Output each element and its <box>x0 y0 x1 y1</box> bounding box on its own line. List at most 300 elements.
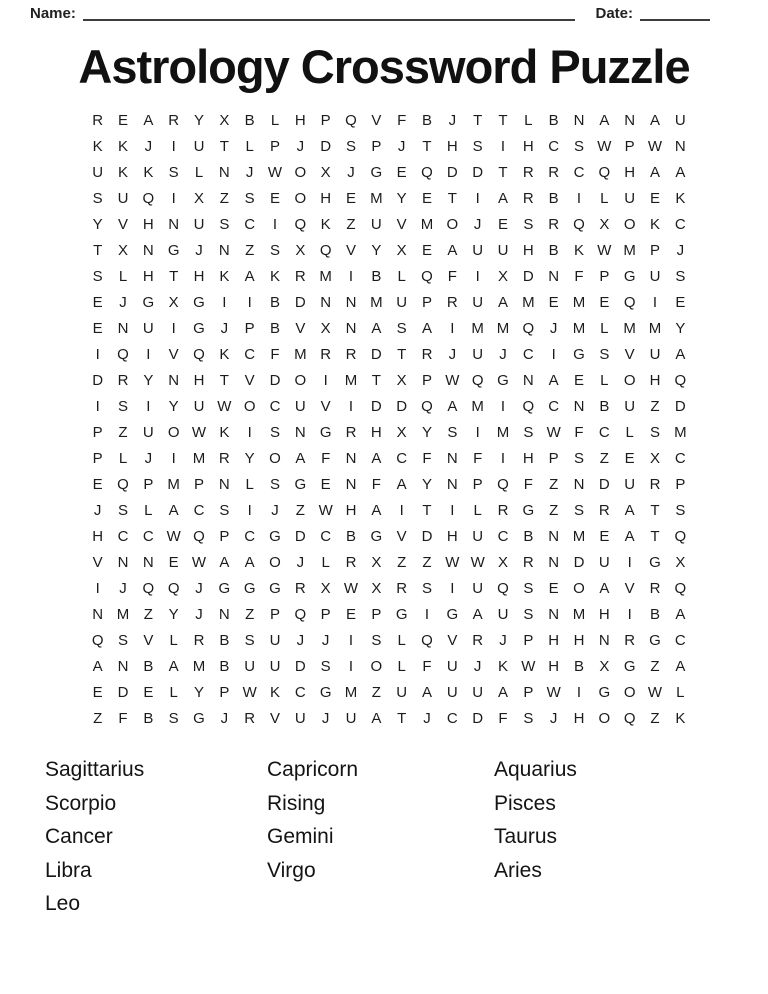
grid-letter-cell: P <box>649 241 660 259</box>
grid-letter-cell: H <box>573 631 585 649</box>
grid-letter-cell: Q <box>117 475 129 493</box>
grid-letter-cell: K <box>143 163 154 181</box>
grid-letter-cell: S <box>523 579 534 597</box>
grid-letter-cell: J <box>321 709 330 727</box>
grid-letter-cell: I <box>95 345 100 363</box>
grid-letter-cell: N <box>218 475 230 493</box>
grid-letter-cell: E <box>143 683 154 701</box>
grid-letter-cell: E <box>269 189 280 207</box>
grid-letter-cell: K <box>269 267 280 285</box>
grid-letter-cell: Q <box>142 189 155 207</box>
grid-letter-cell: C <box>548 397 560 415</box>
grid-letter-cell: Q <box>319 241 332 259</box>
grid-letter-cell: S <box>117 501 128 519</box>
grid-letter-cell: D <box>320 137 332 155</box>
grid-letter-cell: Q <box>471 371 484 389</box>
grid-letter-cell: P <box>548 449 559 467</box>
grid-letter-cell: E <box>421 241 432 259</box>
grid-letter-cell: H <box>522 241 534 259</box>
grid-letter-cell: X <box>599 657 610 675</box>
grid-letter-cell: H <box>142 267 154 285</box>
grid-letter-cell: Y <box>421 423 432 441</box>
grid-letter-cell: S <box>396 319 407 337</box>
grid-letter-cell: K <box>675 709 686 727</box>
grid-letter-cell: R <box>598 501 610 519</box>
grid-letter-cell: C <box>320 527 332 545</box>
grid-letter-cell: I <box>627 605 632 623</box>
grid-letter-cell: U <box>472 683 484 701</box>
grid-letter-cell: O <box>623 215 636 233</box>
header <box>0 0 768 22</box>
grid-letter-cell: X <box>320 163 331 181</box>
grid-letter-cell: A <box>599 579 610 597</box>
grid-letter-cell: I <box>146 345 151 363</box>
word-list-item: Libra <box>45 858 92 882</box>
grid-letter-cell: M <box>344 683 358 701</box>
grid-letter-cell: B <box>548 241 559 259</box>
grid-letter-cell: C <box>573 163 585 181</box>
grid-letter-cell: M <box>370 189 383 207</box>
grid-letter-cell: E <box>117 111 128 129</box>
grid-letter-cell: Q <box>623 709 636 727</box>
grid-letter-cell: O <box>446 215 459 233</box>
grid-letter-cell: D <box>396 397 408 415</box>
grid-letter-cell: J <box>245 163 254 181</box>
grid-letter-cell: Q <box>522 397 535 415</box>
grid-letter-cell: Z <box>599 449 609 467</box>
grid-letter-cell: E <box>421 189 432 207</box>
grid-letter-cell: P <box>320 111 331 129</box>
grid-letter-cell: F <box>321 449 331 467</box>
grid-letter-cell: T <box>650 527 660 545</box>
grid-letter-cell: P <box>523 683 534 701</box>
grid-letter-cell: A <box>219 553 230 571</box>
grid-letter-cell: S <box>472 137 483 155</box>
grid-letter-cell: S <box>421 579 432 597</box>
grid-letter-cell: B <box>219 631 230 649</box>
grid-letter-cell: S <box>523 215 534 233</box>
grid-letter-cell: S <box>599 345 610 363</box>
grid-letter-cell: J <box>347 163 355 181</box>
word-list-column <box>267 753 494 921</box>
grid-letter-cell: S <box>675 267 686 285</box>
word-list-item: Aquarius <box>494 758 577 781</box>
grid-letter-cell: B <box>269 319 280 337</box>
grid-letter-cell: I <box>652 293 658 311</box>
grid-letter-cell: V <box>396 215 407 233</box>
grid-letter-cell: N <box>345 475 357 493</box>
grid-letter-cell: A <box>497 683 508 701</box>
grid-letter-cell: G <box>269 527 281 545</box>
grid-letter-cell: P <box>269 137 280 155</box>
grid-letter-cell: C <box>193 501 205 519</box>
grid-letter-cell: O <box>623 683 636 701</box>
grid-letter-cell: I <box>247 423 252 441</box>
grid-letter-cell: C <box>142 527 154 545</box>
grid-letter-cell: N <box>674 137 686 155</box>
grid-letter-cell: I <box>500 449 506 467</box>
grid-letter-cell: Z <box>295 501 305 519</box>
grid-letter-cell: N <box>345 319 357 337</box>
grid-letter-cell: H <box>522 449 534 467</box>
word-list-item: Rising <box>267 791 326 815</box>
grid-letter-cell: J <box>499 345 507 363</box>
grid-letter-cell: F <box>473 449 483 467</box>
date-fill-in-line[interactable] <box>640 6 710 21</box>
grid-letter-cell: N <box>446 475 458 493</box>
grid-letter-cell: M <box>116 605 130 623</box>
grid-letter-cell: S <box>371 631 382 649</box>
grid-letter-cell: X <box>371 553 382 571</box>
grid-letter-cell: Y <box>168 605 179 623</box>
grid-letter-cell: N <box>548 605 560 623</box>
grid-letter-cell: L <box>270 111 280 129</box>
grid-letter-cell: C <box>598 423 610 441</box>
grid-letter-cell: J <box>549 709 558 727</box>
grid-letter-cell: A <box>649 163 660 181</box>
grid-letter-cell: Z <box>245 241 255 259</box>
grid-letter-cell: C <box>294 683 306 701</box>
grid-letter-cell: E <box>573 371 584 389</box>
grid-letter-cell: E <box>345 189 356 207</box>
grid-letter-cell: S <box>675 501 686 519</box>
grid-letter-cell: I <box>450 501 455 519</box>
grid-letter-cell: U <box>92 163 104 181</box>
grid-letter-cell: D <box>421 527 433 545</box>
grid-letter-cell: Y <box>371 241 382 259</box>
grid-letter-cell: H <box>649 371 661 389</box>
grid-letter-cell: D <box>674 397 686 415</box>
grid-letter-cell: T <box>397 345 407 363</box>
grid-letter-cell: S <box>244 631 255 649</box>
grid-letter-cell: D <box>472 709 484 727</box>
grid-letter-cell: A <box>447 397 458 415</box>
grid-letter-cell: T <box>498 111 508 129</box>
word-list <box>45 753 768 921</box>
grid-letter-cell: Y <box>193 683 204 701</box>
grid-letter-cell: Y <box>421 475 432 493</box>
grid-letter-cell: N <box>548 527 560 545</box>
grid-letter-cell: R <box>92 111 104 129</box>
grid-letter-cell: I <box>475 423 480 441</box>
grid-letter-cell: S <box>649 423 660 441</box>
grid-letter-cell: Y <box>396 189 407 207</box>
grid-letter-cell: H <box>370 423 382 441</box>
grid-letter-cell: S <box>92 189 103 207</box>
grid-letter-cell: S <box>573 449 584 467</box>
grid-letter-cell: I <box>348 397 354 415</box>
grid-letter-cell: W <box>343 579 359 597</box>
grid-letter-cell: B <box>345 527 356 545</box>
grid-letter-cell: N <box>345 449 357 467</box>
grid-letter-cell: W <box>546 683 561 701</box>
grid-letter-cell: E <box>168 553 179 571</box>
word-search-grid <box>85 107 693 731</box>
word-list-item: Leo <box>45 892 81 916</box>
grid-letter-cell: X <box>168 293 179 311</box>
grid-letter-cell: D <box>294 657 306 675</box>
grid-letter-cell: O <box>370 657 383 675</box>
grid-letter-cell: J <box>144 137 153 155</box>
grid-letter-cell: A <box>472 605 483 623</box>
grid-letter-cell: V <box>244 371 255 389</box>
grid-letter-cell: H <box>548 631 560 649</box>
grid-letter-cell: I <box>475 189 480 207</box>
grid-letter-cell: U <box>294 709 306 727</box>
grid-letter-cell: T <box>397 709 407 727</box>
grid-letter-cell: I <box>399 501 404 519</box>
word-list-item: Cancer <box>45 825 113 849</box>
grid-letter-cell: A <box>371 709 382 727</box>
grid-letter-cell: U <box>142 319 154 337</box>
grid-letter-cell: V <box>143 631 154 649</box>
grid-letter-cell: N <box>168 215 180 233</box>
grid-letter-cell: C <box>117 527 129 545</box>
grid-letter-cell: S <box>345 137 356 155</box>
grid-letter-cell: W <box>242 683 257 701</box>
grid-letter-cell: I <box>272 215 278 233</box>
grid-letter-cell: Y <box>143 371 154 389</box>
grid-letter-cell: Q <box>142 579 155 597</box>
grid-letter-cell: Q <box>294 605 307 623</box>
grid-letter-cell: T <box>93 241 103 259</box>
grid-letter-cell: Q <box>674 371 687 389</box>
grid-letter-cell: Z <box>346 215 356 233</box>
grid-letter-cell: N <box>117 553 129 571</box>
grid-letter-cell: Q <box>674 527 687 545</box>
grid-letter-cell: V <box>624 345 635 363</box>
grid-letter-cell: B <box>548 111 559 129</box>
grid-letter-cell: Z <box>549 501 559 519</box>
grid-letter-cell: U <box>624 397 636 415</box>
grid-letter-cell: G <box>294 475 307 493</box>
grid-letter-cell: O <box>623 371 636 389</box>
grid-letter-cell: I <box>171 319 176 337</box>
grid-letter-cell: Q <box>193 527 205 545</box>
grid-letter-cell: X <box>396 423 407 441</box>
grid-letter-cell: P <box>371 605 382 623</box>
grid-letter-cell: T <box>219 137 229 155</box>
grid-letter-cell: P <box>523 631 534 649</box>
grid-letter-cell: A <box>168 657 179 675</box>
grid-letter-cell: C <box>497 527 509 545</box>
grid-letter-cell: M <box>572 527 586 545</box>
grid-letter-cell: I <box>500 397 506 415</box>
grid-letter-cell: D <box>92 371 104 389</box>
grid-letter-cell: P <box>675 475 686 493</box>
grid-letter-cell: G <box>598 683 611 701</box>
grid-letter-cell: Z <box>650 657 660 675</box>
grid-letter-cell: L <box>245 137 254 155</box>
grid-letter-cell: G <box>446 605 459 623</box>
grid-letter-cell: C <box>244 215 256 233</box>
grid-letter-cell: K <box>219 423 230 441</box>
grid-letter-cell: J <box>271 501 279 519</box>
grid-letter-cell: S <box>92 267 103 285</box>
grid-letter-cell: M <box>319 267 332 285</box>
grid-letter-cell: Z <box>650 709 660 727</box>
grid-letter-cell: I <box>576 189 582 207</box>
grid-letter-cell: B <box>599 397 610 415</box>
grid-letter-cell: S <box>320 657 331 675</box>
grid-letter-cell: X <box>396 241 407 259</box>
grid-letter-cell: V <box>371 111 382 129</box>
grid-letter-cell: C <box>269 397 281 415</box>
grid-letter-cell: W <box>166 527 181 545</box>
grid-letter-cell: L <box>473 501 482 519</box>
grid-letter-cell: N <box>294 423 306 441</box>
grid-letter-cell: G <box>193 709 205 727</box>
grid-letter-cell: W <box>647 683 663 701</box>
grid-letter-cell: S <box>168 163 179 181</box>
grid-letter-cell: K <box>117 137 128 155</box>
grid-letter-cell: R <box>548 215 560 233</box>
grid-letter-cell: Y <box>168 397 179 415</box>
grid-letter-cell: R <box>345 345 357 363</box>
grid-letter-cell: I <box>171 137 176 155</box>
grid-letter-cell: N <box>598 631 610 649</box>
grid-letter-cell: G <box>395 605 408 623</box>
grid-letter-cell: P <box>219 683 230 701</box>
grid-letter-cell: V <box>345 241 356 259</box>
grid-letter-cell: L <box>600 319 609 337</box>
grid-letter-cell: L <box>118 267 128 285</box>
grid-letter-cell: I <box>500 137 506 155</box>
grid-letter-cell: L <box>676 683 685 701</box>
grid-letter-cell: H <box>320 189 332 207</box>
grid-letter-cell: R <box>345 553 357 571</box>
grid-letter-cell: N <box>142 241 154 259</box>
grid-letter-cell: U <box>396 293 408 311</box>
grid-letter-cell: H <box>294 111 306 129</box>
grid-letter-cell: F <box>523 475 533 493</box>
grid-letter-cell: U <box>497 241 509 259</box>
grid-letter-cell: Z <box>245 605 255 623</box>
grid-letter-cell: Q <box>117 345 129 363</box>
grid-letter-cell: R <box>522 189 534 207</box>
grid-letter-cell: I <box>627 553 632 571</box>
grid-letter-cell: V <box>447 631 458 649</box>
grid-letter-cell: U <box>472 293 484 311</box>
grid-letter-cell: T <box>422 501 432 519</box>
grid-letter-cell: M <box>623 319 636 337</box>
grid-letter-cell: J <box>397 137 406 155</box>
grid-letter-cell: S <box>219 501 230 519</box>
grid-letter-cell: I <box>171 449 176 467</box>
grid-letter-cell: J <box>220 319 229 337</box>
grid-letter-cell: W <box>191 423 207 441</box>
grid-letter-cell: U <box>446 683 458 701</box>
grid-letter-cell: W <box>217 397 232 415</box>
grid-letter-cell: E <box>92 293 103 311</box>
grid-letter-cell: U <box>598 553 610 571</box>
grid-letter-cell: B <box>143 657 154 675</box>
word-list-column <box>494 753 577 921</box>
grid-letter-cell: Q <box>522 319 535 337</box>
grid-letter-cell: N <box>117 657 129 675</box>
grid-letter-cell: T <box>473 111 483 129</box>
grid-letter-cell: T <box>650 501 660 519</box>
grid-letter-cell: F <box>422 449 432 467</box>
grid-letter-cell: B <box>421 111 432 129</box>
grid-letter-cell: Y <box>92 215 103 233</box>
grid-letter-cell: N <box>345 293 357 311</box>
grid-letter-cell: U <box>472 527 484 545</box>
grid-letter-cell: V <box>320 397 331 415</box>
grid-letter-cell: I <box>171 189 176 207</box>
grid-letter-cell: N <box>218 163 230 181</box>
grid-letter-cell: I <box>95 397 100 415</box>
grid-letter-cell: Q <box>421 267 433 285</box>
grid-letter-cell: S <box>523 423 534 441</box>
grid-letter-cell: V <box>269 709 280 727</box>
grid-letter-cell: R <box>649 475 661 493</box>
grid-letter-cell: A <box>599 111 610 129</box>
grid-letter-cell: I <box>576 683 582 701</box>
grid-letter-cell: B <box>219 657 230 675</box>
grid-letter-cell: M <box>572 319 586 337</box>
grid-letter-cell: B <box>143 709 154 727</box>
grid-letter-cell: U <box>345 709 357 727</box>
grid-letter-cell: M <box>471 319 484 337</box>
grid-letter-cell: I <box>424 605 430 623</box>
grid-letter-cell: U <box>497 605 509 623</box>
grid-letter-cell: R <box>320 345 332 363</box>
grid-letter-cell: G <box>167 241 180 259</box>
grid-letter-cell: S <box>523 709 534 727</box>
grid-letter-cell: I <box>348 631 354 649</box>
grid-letter-cell: D <box>472 163 484 181</box>
grid-letter-cell: J <box>119 293 127 311</box>
grid-letter-cell: Q <box>167 579 180 597</box>
grid-letter-cell: G <box>370 527 383 545</box>
grid-letter-cell: E <box>497 215 508 233</box>
grid-letter-cell: D <box>294 527 306 545</box>
grid-letter-cell: F <box>397 111 407 129</box>
grid-letter-cell: I <box>348 657 354 675</box>
grid-letter-cell: E <box>345 605 356 623</box>
grid-letter-cell: D <box>117 683 129 701</box>
grid-letter-cell: P <box>143 475 154 493</box>
grid-letter-cell: K <box>573 241 584 259</box>
grid-letter-cell: E <box>624 449 635 467</box>
grid-letter-cell: G <box>193 293 205 311</box>
grid-letter-cell: D <box>598 475 610 493</box>
grid-letter-cell: P <box>219 527 230 545</box>
grid-letter-cell: V <box>117 215 128 233</box>
grid-letter-cell: P <box>472 475 483 493</box>
grid-letter-cell: Q <box>421 631 433 649</box>
grid-letter-cell: M <box>496 319 510 337</box>
grid-letter-cell: L <box>169 631 178 649</box>
grid-letter-cell: E <box>92 683 103 701</box>
grid-letter-cell: A <box>371 449 382 467</box>
grid-letter-cell: S <box>117 397 128 415</box>
grid-letter-cell: C <box>244 527 256 545</box>
grid-letter-cell: I <box>323 371 328 389</box>
grid-letter-cell: R <box>649 579 661 597</box>
grid-letter-cell: N <box>624 111 636 129</box>
grid-letter-cell: K <box>92 137 103 155</box>
grid-letter-cell: A <box>675 657 686 675</box>
name-fill-in-line[interactable] <box>83 6 576 21</box>
grid-letter-cell: A <box>244 553 255 571</box>
grid-letter-cell: C <box>674 215 686 233</box>
grid-letter-cell: E <box>396 163 407 181</box>
grid-letter-cell: C <box>396 449 408 467</box>
grid-letter-cell: X <box>193 189 204 207</box>
grid-letter-cell: A <box>244 267 255 285</box>
